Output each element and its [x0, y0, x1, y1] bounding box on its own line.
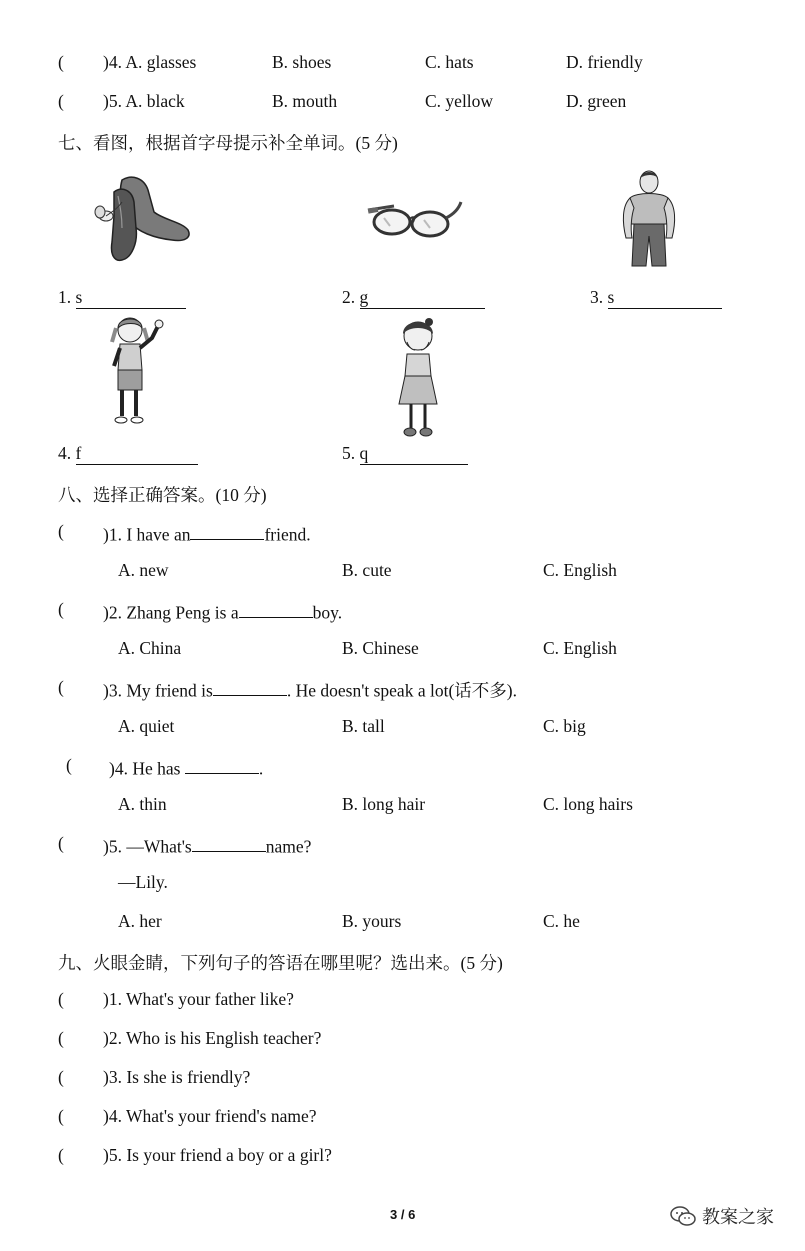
q6-4-option-b: B. shoes	[272, 52, 332, 72]
q9-4-text: )4. What's your friend's name?	[103, 1106, 317, 1126]
q7-3-num: 3.	[590, 287, 604, 307]
q8-2-text-after: boy.	[312, 602, 343, 623]
q9-5-lead: (	[58, 1145, 64, 1165]
q8-5-text-after: name?	[265, 836, 312, 857]
answer-paren: (	[58, 91, 64, 111]
q8-3-text-before: )3. My friend is	[103, 680, 213, 701]
q8-1-option-c: C. English	[543, 560, 617, 580]
q6-5-option-b: B. mouth	[272, 91, 338, 111]
wechat-icon	[670, 1205, 696, 1227]
q7-2-first-letter: g	[359, 287, 369, 307]
part7-heading: 七、看图，根据首字母提示补全单词。(5 分)	[58, 133, 398, 153]
q6-4-option-c: C. hats	[425, 52, 474, 72]
q7-3-label	[590, 287, 722, 309]
q8-5-reply: —Lily.	[118, 872, 168, 892]
q9-1-lead: (	[58, 989, 64, 1009]
q8-2-stem	[103, 599, 342, 623]
glasses-icon	[364, 196, 464, 242]
q8-1-text-after: friend.	[264, 524, 311, 545]
watermark-text: 教案之家	[702, 1207, 774, 1228]
q7-4-first-letter: f	[75, 443, 82, 463]
q8-4-text-after: .	[258, 758, 264, 779]
q9-5-text: )5. Is your friend a boy or a girl?	[103, 1145, 332, 1165]
q7-1-label	[58, 287, 186, 309]
q7-3-first-letter: s	[607, 287, 615, 307]
q8-2-text-before: )2. Zhang Peng is a	[103, 602, 239, 623]
q8-5-stem	[103, 833, 311, 857]
q6-5-option-c: C. yellow	[425, 91, 494, 111]
answer-paren: (	[58, 52, 64, 72]
q8-2-blank[interactable]	[239, 599, 313, 618]
q9-1-text: )1. What's your father like?	[103, 989, 294, 1009]
q8-2-option-a: A. China	[118, 638, 182, 658]
q8-2-lead: (	[58, 599, 64, 619]
q8-1-stem	[103, 521, 311, 545]
q8-4-option-c: C. long hairs	[543, 794, 633, 814]
q7-5-first-letter: q	[359, 443, 369, 463]
q8-2-option-c: C. English	[543, 638, 617, 658]
q6-5-option-d: D. green	[566, 91, 627, 111]
q9-3-lead: (	[58, 1067, 64, 1087]
q7-4-num: 4.	[58, 443, 72, 463]
waving-girl-icon	[104, 312, 168, 428]
q8-5-option-a: A. her	[118, 911, 162, 931]
q7-1-first-letter: s	[75, 287, 83, 307]
watermark	[670, 1203, 774, 1229]
q7-5-num: 5.	[342, 443, 356, 463]
q6-4-stem: )4. A. glasses	[103, 52, 197, 72]
q6-5-row	[58, 91, 64, 112]
q7-5-label	[342, 443, 468, 465]
part8-heading: 八、选择正确答案。(10 分)	[58, 485, 267, 505]
q8-5-option-c: C. he	[543, 911, 580, 931]
q8-5-option-b: B. yours	[342, 911, 402, 931]
q7-2-answer-line[interactable]	[360, 287, 485, 309]
q8-3-stem	[103, 677, 517, 702]
q8-4-option-a: A. thin	[118, 794, 167, 814]
shy-girl-icon	[393, 316, 443, 440]
q8-1-lead: (	[58, 521, 64, 541]
q9-3-text: )3. Is she is friendly?	[103, 1067, 251, 1087]
q8-4-stem	[109, 755, 263, 779]
q7-4-answer-line[interactable]	[76, 443, 198, 465]
q8-5-blank[interactable]	[192, 833, 266, 852]
q8-3-text-after: . He doesn't speak a lot(话不多).	[286, 680, 517, 701]
q8-5-text-before: )5. —What's	[103, 836, 192, 857]
part9-heading: 九、火眼金睛，下列句子的答语在哪里呢？选出来。(5 分)	[58, 953, 503, 973]
q8-3-lead: (	[58, 677, 64, 697]
q9-2-lead: (	[58, 1028, 64, 1048]
q7-1-answer-line[interactable]	[76, 287, 186, 309]
q8-3-option-b: B. tall	[342, 716, 385, 736]
q7-2-label	[342, 287, 485, 309]
q7-3-answer-line[interactable]	[608, 287, 722, 309]
q8-4-blank[interactable]	[185, 755, 259, 774]
q6-5-stem: )5. A. black	[103, 91, 185, 111]
q8-4-option-b: B. long hair	[342, 794, 426, 814]
q8-1-text-before: )1. I have an	[103, 524, 191, 545]
q8-2-option-b: B. Chinese	[342, 638, 419, 658]
q8-1-blank[interactable]	[190, 521, 264, 540]
strong-man-icon	[618, 168, 680, 268]
q7-1-num: 1.	[58, 287, 72, 307]
q8-1-option-b: B. cute	[342, 560, 392, 580]
q8-3-option-a: A. quiet	[118, 716, 175, 736]
q8-3-blank[interactable]	[213, 677, 287, 696]
page-number: 3 / 6	[390, 1207, 416, 1222]
q8-4-lead: (	[66, 755, 72, 775]
q7-2-num: 2.	[342, 287, 356, 307]
ballet-shoes-icon	[92, 172, 192, 264]
q7-5-answer-line[interactable]	[360, 443, 468, 465]
q9-2-text: )2. Who is his English teacher?	[103, 1028, 322, 1048]
q8-5-lead: (	[58, 833, 64, 853]
q6-4-row	[58, 52, 64, 73]
q6-4-option-d: D. friendly	[566, 52, 643, 72]
q8-3-option-c: C. big	[543, 716, 586, 736]
q9-4-lead: (	[58, 1106, 64, 1126]
q8-1-option-a: A. new	[118, 560, 169, 580]
q8-4-text-before: )4. He has	[109, 758, 185, 779]
q7-4-label	[58, 443, 198, 465]
